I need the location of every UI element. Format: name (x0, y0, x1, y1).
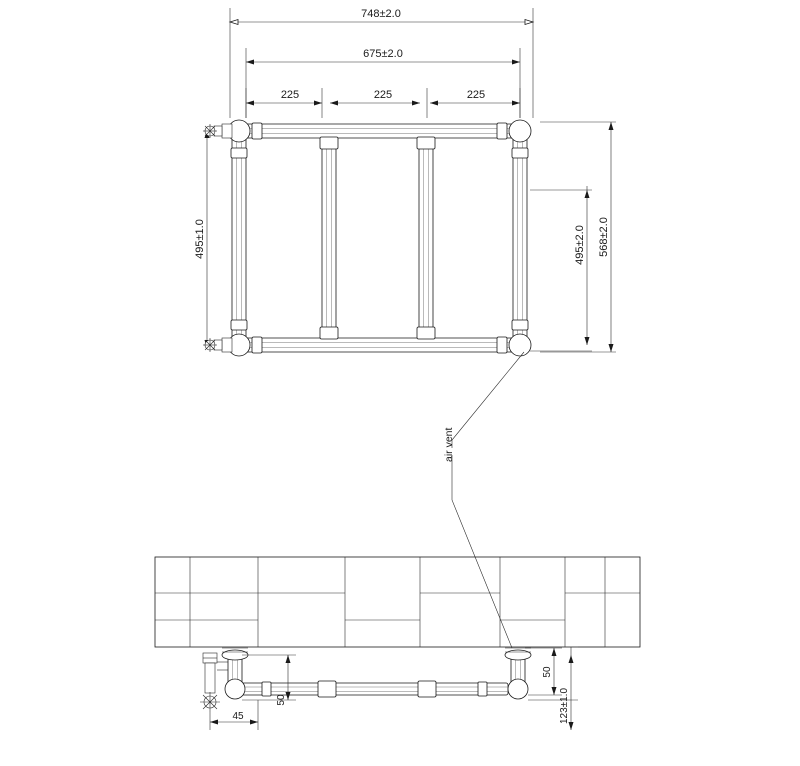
front-elevation-view (194, 8, 616, 648)
air-vent-leader (443, 352, 524, 648)
dim-overall-width-text: 748±2.0 (361, 8, 401, 20)
dim-offset-50-right-text: 50 (542, 666, 553, 678)
dim-offset-50-left-text: 50 (276, 694, 287, 706)
lower-pipe-run (228, 681, 508, 697)
dim-height-inner-right (530, 186, 592, 351)
riser-right (505, 648, 531, 699)
dim-valve-centres (246, 48, 520, 65)
dim-offset-45 (210, 700, 258, 730)
dim-height-inner-right-text: 495±2.0 (574, 225, 586, 265)
dim-height-overall-right-text: 568±2.0 (598, 217, 610, 257)
dim-pitch-2-text: 225 (373, 89, 393, 101)
dim-offset-50-left (242, 655, 296, 706)
dim-depth-total (528, 647, 605, 730)
dim-pitches (246, 89, 520, 106)
dim-height-left (194, 130, 210, 348)
dim-depth-total-text: 123±1.0 (559, 687, 570, 725)
dim-offset-45-text: 45 (232, 711, 244, 722)
dim-pitch-1-text: 225 (280, 89, 300, 101)
riser-left (200, 648, 248, 712)
dim-valve-centres-text: 675±2.0 (363, 48, 403, 60)
radiator-frame (228, 120, 531, 356)
extension-lines-top (230, 8, 533, 118)
dim-overall-width (230, 8, 533, 25)
dim-pitch-3-text: 225 (466, 89, 486, 101)
air-vent-label: air vent (443, 427, 455, 462)
dim-height-left-text: 495±1.0 (194, 219, 206, 259)
plan-view (155, 557, 640, 730)
